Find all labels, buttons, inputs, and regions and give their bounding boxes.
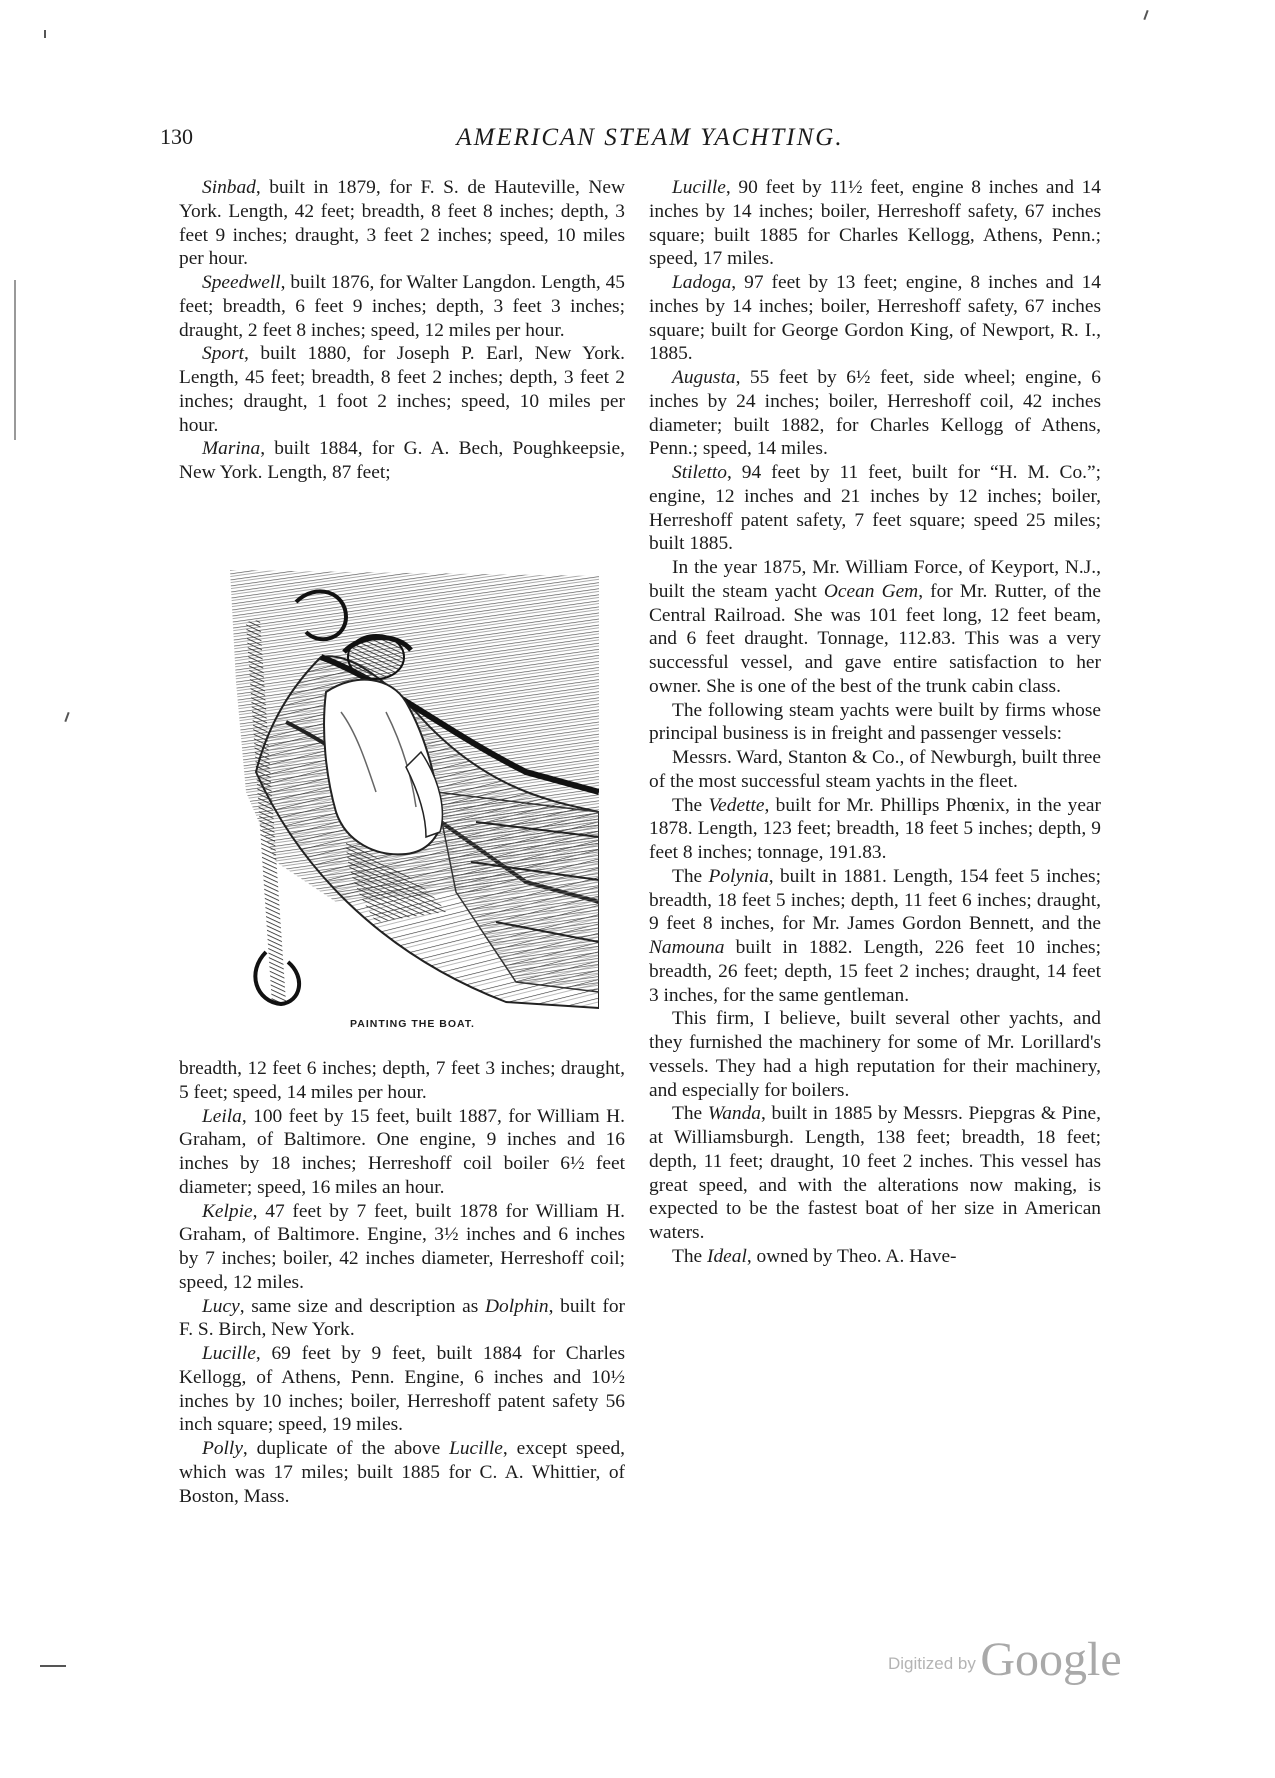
- entry-text: , 100 feet by 15 feet, built 1887, for William H. Graham, of Baltimore. One engine, 9 inches and 16 inches by 18 inches; Herreshoff coil boiler 6½ feet diameter; speed, 16 miles an hour.: [179, 1105, 625, 1198]
- entry-polly: [179, 1437, 625, 1508]
- entry-text: , 55 feet by 6½ feet, side wheel; engine, 6 inches by 24 inches; boiler, Herreshoff coil, 42 inches diameter; built 1882, for Charles Kellogg of Athens, Penn.; speed, 14 miles.: [649, 367, 1101, 460]
- vessel-name: Leila: [202, 1105, 242, 1127]
- vessel-name: Ladoga: [672, 272, 732, 293]
- vessel-name: Speedwell: [202, 272, 281, 293]
- paragraph-text: , built in 1881. Length, 154 feet 5 inches; breadth, 18 feet 5 inches; depth, 11 feet 6 inches; draught, 9 feet 8 inches, for Mr. James Gordon Bennett, and the: [649, 865, 1101, 935]
- page-number: 130: [160, 124, 193, 149]
- paragraph-text: The: [672, 1245, 707, 1267]
- paragraph-text: The: [672, 794, 709, 816]
- entry-lucille-1885: [649, 176, 1101, 271]
- entry-text: , 97 feet by 13 feet; engine, 8 inches and 14 inches by 14 inches; boiler, Herreshoff safety, 67 inches square; built for George Gordon King, of Newport, R. I., 1885.: [649, 272, 1101, 365]
- scan-speck: [1143, 10, 1148, 20]
- scan-speck: [64, 712, 69, 722]
- paragraph-text: , built in 1885 by Messrs. Piepgras & Pine, at Williamsburgh. Length, 138 feet; breadth, 18 feet; depth, 11 feet; draught, 10 feet 2 inches. This vessel has great speed, and with the alterations now making, is expected to be the fastest boat of her size in American waters.: [649, 1103, 1101, 1243]
- google-logo: Google: [980, 1633, 1122, 1686]
- entry-text: , built for F. S. Birch, New York.: [179, 1295, 625, 1341]
- running-title: AMERICAN STEAM YACHTING.: [456, 124, 844, 151]
- paragraph-text: , built for Mr. Phillips Phœnix, in the year 1878. Length, 123 feet; breadth, 18 feet 5 inches; depth, 9 feet 8 inches; tonnage, 191.83.: [649, 794, 1101, 863]
- illustration-painting-the-boat: [226, 562, 599, 1012]
- illustration-caption: PAINTING THE BOAT.: [350, 1018, 475, 1030]
- entry-text: , built in 1879, for F. S. de Hauteville, New York. Length, 42 feet; breadth, 8 feet 8 inches; depth, 3 feet 9 inches; draught, 3 feet 2 inches; speed, 10 miles per hour.: [179, 177, 625, 270]
- paragraph-ideal: [649, 1245, 1101, 1269]
- vessel-reference: Ideal: [707, 1245, 747, 1267]
- paragraph-text: The: [672, 1103, 708, 1125]
- vessel-reference: Polynia: [708, 865, 769, 887]
- paragraph-text: In the year 1875, Mr. William Force, of Keyport, N.J., built the steam yacht: [649, 557, 1101, 602]
- paragraph-polynia: [649, 865, 1101, 1008]
- vessel-reference: Vedette: [708, 794, 765, 816]
- paragraph-text: The: [672, 865, 709, 887]
- entry-text: , same size and description as: [239, 1295, 486, 1317]
- entry-augusta: [649, 366, 1101, 461]
- vessel-reference: Lucille: [449, 1438, 503, 1459]
- entry-text: , built 1880, for Joseph P. Earl, New York. Length, 45 feet; breadth, 8 feet 2 inches; depth, 3 feet 2 inches; draught, 1 foot 2 inches; speed, 10 miles per hour.: [179, 343, 625, 436]
- left-column-bottom: [179, 1057, 625, 1508]
- scan-speck: [40, 1665, 66, 1667]
- vessel-reference: Wanda: [707, 1103, 761, 1125]
- watermark-prefix: Digitized by: [888, 1654, 976, 1673]
- vessel-name: Lucille: [202, 1343, 256, 1364]
- entry-marina-continued: breadth, 12 feet 6 inches; depth, 7 feet 3 inches; draught, 5 feet; speed, 14 miles per hour.: [179, 1058, 625, 1103]
- vessel-name: Sport: [202, 343, 245, 365]
- paragraph-firm-machinery: This firm, I believe, built several other yachts, and they furnished the machinery for some of Mr. Lorillard's vessels. They had a high reputation for their machinery, and especially for boilers.: [649, 1008, 1101, 1101]
- vessel-name: Stiletto: [672, 462, 727, 483]
- paragraph-ward-stanton: Messrs. Ward, Stanton & Co., of Newburgh, built three of the most successful steam yachts in the fleet.: [649, 747, 1101, 792]
- right-column: [649, 176, 1101, 1269]
- entry-text: , built 1876, for Walter Langdon. Length, 45 feet; breadth, 6 feet 9 inches; depth, 3 feet 3 inches; draught, 2 feet 8 inches; speed, 12 miles per hour.: [179, 272, 625, 341]
- paragraph-text: built in 1882. Length, 226 feet 10 inches; breadth, 26 feet; depth, 15 feet 2 inches; draught, 14 feet 3 inches, for the same gentleman.: [649, 937, 1101, 1006]
- paragraph-text: , for Mr. Rutter, of the Central Railroad. She was 101 feet long, 12 feet beam, and 6 feet draught. Tonnage, 112.83. This was a very successful vessel, and gave entire satisfaction to her owner. She is one of the best of the trunk cabin class.: [649, 580, 1101, 697]
- vessel-name: Polly: [202, 1438, 243, 1459]
- entry-leila: [179, 1105, 625, 1200]
- entry-text: , 94 feet by 11 feet, built for “H. M. Co.”; engine, 12 inches and 21 inches by 12 inches; boiler, Herreshoff patent safety, 7 feet square; speed 25 miles; built 1885.: [649, 462, 1101, 555]
- paragraph-wanda: [649, 1102, 1101, 1245]
- vessel-reference: Dolphin: [485, 1295, 549, 1317]
- scan-speck: [14, 280, 16, 440]
- paragraph-vedette: [649, 794, 1101, 865]
- vessel-name: Kelpie: [202, 1200, 253, 1222]
- vessel-name: Marina: [202, 438, 261, 460]
- entry-text: , 69 feet by 9 feet, built 1884 for Charles Kellogg, of Athens, Penn. Engine, 6 inches and 10½ inches by 10 inches; boiler, Herreshoff patent safety 56 inch square; speed, 19 miles.: [179, 1343, 625, 1436]
- entry-text: , built 1884, for G. A. Bech, Poughkeepsie, New York. Length, 87 feet;: [179, 438, 625, 483]
- entry-sinbad: [179, 176, 625, 271]
- entry-ladoga: [649, 271, 1101, 366]
- entry-text: , 47 feet by 7 feet, built 1878 for William H. Graham, of Baltimore. Engine, 3½ inches and 6 inches by 7 inches; boiler, 42 inches diameter, Herreshoff coil; speed, 12 miles.: [179, 1200, 625, 1293]
- entry-stiletto: [649, 461, 1101, 556]
- entry-kelpie: [179, 1200, 625, 1295]
- vessel-name: Sinbad: [202, 177, 256, 198]
- entry-speedwell: [179, 271, 625, 342]
- entry-sport: [179, 342, 625, 437]
- vessel-reference: Ocean Gem: [823, 580, 919, 602]
- vessel-name: Augusta: [672, 367, 736, 388]
- left-column-top: [179, 176, 625, 485]
- entry-text: , except speed, which was 17 miles; built 1885 for C. A. Whittier, of Boston, Mass.: [179, 1438, 625, 1507]
- paragraph-ocean-gem: [649, 556, 1101, 699]
- entry-lucille-1884: [179, 1342, 625, 1437]
- entry-lucy: [179, 1295, 625, 1343]
- vessel-name: Lucy: [202, 1295, 240, 1317]
- entry-marina: [179, 437, 625, 485]
- paragraph-text: , owned by Theo. A. Have-: [746, 1245, 957, 1267]
- entry-text: , duplicate of the above: [242, 1438, 450, 1459]
- vessel-reference: Namouna: [649, 937, 725, 958]
- digitized-by-google-watermark: [888, 1632, 1122, 1687]
- scan-speck: [44, 30, 46, 38]
- entry-text: , 90 feet by 11½ feet, engine 8 inches and 14 inches by 14 inches; boiler, Herreshoff safety, 67 inches square; built 1885 for Charles Kellogg, Athens, Penn.; speed, 17 miles.: [649, 177, 1101, 270]
- vessel-name: Lucille: [672, 177, 726, 198]
- paragraph-freight-builders: The following steam yachts were built by firms whose principal business is in freight and passenger vessels:: [649, 699, 1101, 745]
